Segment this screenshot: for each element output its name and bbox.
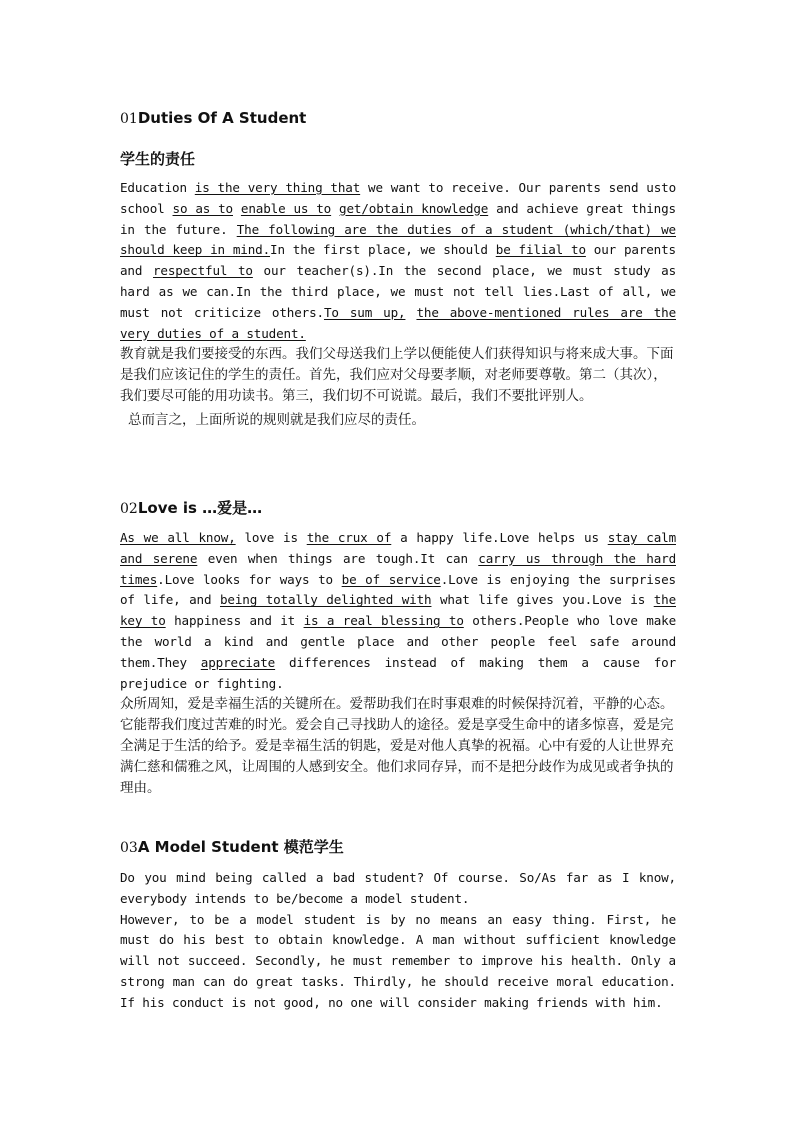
section-love-is	[120, 498, 676, 798]
section-duties-of-a-student	[120, 108, 676, 431]
underlined-phrase: be of service	[341, 571, 441, 587]
section-heading	[120, 837, 676, 858]
english-paragraph: Do you mind being called a bad student? Of course. So/As far as I know, everybody intends to be/become a model student.	[120, 870, 676, 906]
underlined-phrase: being totally delighted with	[219, 592, 432, 608]
section-title: A Model Student 模范学生	[137, 838, 344, 856]
text-run	[331, 201, 339, 216]
text-run: Education	[120, 180, 195, 195]
underlined-phrase: be filial to	[495, 242, 586, 258]
english-paragraph	[120, 528, 676, 694]
text-run: .Love looks for ways to	[157, 571, 342, 587]
text-run: even when things are tough.It can	[197, 550, 479, 566]
underlined-phrase: the above-mentioned rules are the very duties of a student.	[120, 304, 677, 341]
underlined-phrase: is a real blessing to	[303, 613, 464, 629]
section-number: 03	[120, 840, 138, 856]
section-heading	[120, 498, 676, 519]
text-run: what life gives you.Love is	[431, 592, 654, 608]
underlined-phrase: appreciate	[200, 654, 276, 670]
text-run: In the first place, we should	[270, 242, 496, 258]
underlined-phrase: respectful to	[152, 263, 253, 279]
text-run: our parents and	[120, 242, 676, 279]
text-run	[405, 305, 416, 320]
section-subtitle: 学生的责任	[120, 150, 196, 168]
english-paragraph: However, to be a model student is by no means an easy thing. First, he must do his best to obtain knowledge. A man without sufficient knowledge will not succeed. Secondly, he must remember to improve his health. Only a strong man can do great tasks. Thirdly, he should receive moral education. If his conduct is not good, no one will consider making friends with him.	[120, 911, 676, 1010]
section-title: Duties Of A Student	[137, 109, 307, 127]
text-run: love is	[235, 530, 307, 545]
section-a-model-student	[120, 837, 676, 1014]
english-paragraph	[120, 178, 676, 344]
text-run: differences instead of making them a cause for prejudice or fighting.	[120, 654, 677, 691]
text-run: .Love is enjoying the surprises of life, and	[120, 571, 676, 608]
underlined-phrase: get/obtain knowledge	[339, 200, 489, 216]
chinese-summary: 总而言之，上面所说的规则就是我们应尽的责任。	[128, 411, 425, 428]
section-heading	[120, 108, 676, 129]
chinese-paragraph: 众所周知，爱是幸福生活的关键所在。爱帮助我们在时事艰难的时候保持沉着，平静的心态。它能帮我们度过苦难的时光。爱会自己寻找助人的途径。爱是享受生命中的诸多惊喜，爱是完全满足于生活的给予。爱是幸福生活的钥匙，爱是对他人真挚的祝福。心中有爱的人让世界充满仁慈和儒雅之风，让周围的人感到安全。他们求同存异，而不是把分歧作为成见或者争执的理由。	[120, 696, 674, 796]
underlined-phrase: The following are the duties of a student (which/that) we should keep in mind.	[120, 221, 676, 258]
text-run	[233, 201, 241, 216]
section-title: Love is …爱是…	[137, 499, 263, 517]
text-run: and achieve great things in the future.	[120, 200, 676, 237]
underlined-phrase: enable us to	[240, 200, 332, 216]
text-run: our teacher(s).In the second place, we must study as hard as we can.In the third place, we must not tell lies.Last of all, we must not criticize others.	[120, 263, 676, 320]
underlined-phrase: As we all know,	[120, 530, 236, 545]
underlined-phrase: stay calm and serene	[120, 530, 676, 566]
text-run: others.People who love make the world a kind and gentle place and other people feel safe around them.They	[120, 613, 677, 670]
underlined-phrase: so as to	[172, 200, 233, 216]
section-number: 02	[120, 501, 138, 517]
chinese-paragraph: 教育就是我们要接受的东西。我们父母送我们上学以便能使人们获得知识与将来成大事。下面是我们应该记住的学生的责任。首先，我们应对父母要孝顺，对老师要尊敬。第二（其次），我们要尽可能的用功读书。第三，我们切不可说谎。最后，我们不要批评别人。	[120, 346, 674, 404]
underlined-phrase: is the very thing that	[194, 180, 361, 195]
text-run: we want to receive. Our parents send usto school	[120, 180, 676, 216]
text-run: a happy life.Love helps us	[391, 530, 608, 545]
underlined-phrase: carry us through the hard times	[120, 550, 676, 587]
underlined-phrase: To sum up,	[323, 304, 406, 320]
text-run: happiness and it	[165, 613, 304, 629]
underlined-phrase: the crux of	[306, 530, 392, 545]
section-number: 01	[120, 111, 138, 127]
underlined-phrase: the key to	[120, 592, 676, 629]
